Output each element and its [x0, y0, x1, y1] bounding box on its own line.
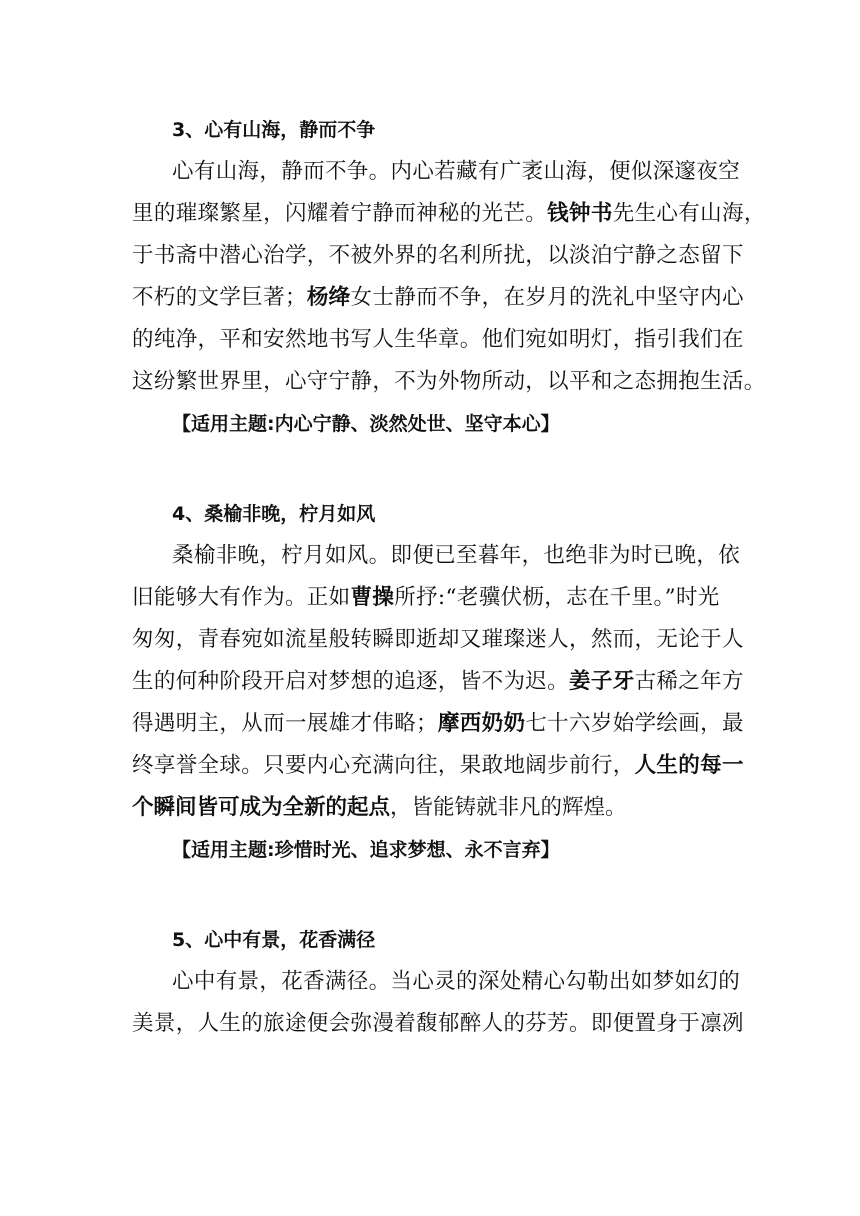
paragraph-line: 于书斋中潜心治学，不被外界的名利所扰，以淡泊宁静之态留下 — [132, 243, 744, 268]
emphasis-text: 个瞬间皆可成为全新的起点 — [132, 795, 391, 820]
paragraph-line: 个瞬间皆可成为全新的起点，皆能铸就非凡的辉煌。 — [132, 795, 627, 820]
paragraph-line: 心中有景，花香满径。当心灵的深处精心勾勒出如梦如幻的 — [172, 969, 741, 994]
paragraph-line: 心有山海，静而不争。内心若藏有广袤山海，便似深邃夜空 — [172, 159, 741, 184]
paragraph-line: 的纯净，平和安然地书写人生华章。他们宛如明灯，指引我们在 — [132, 327, 744, 352]
person-name: 姜子牙 — [569, 669, 635, 694]
paragraph-line: 终享誉全球。只要内心充满向往，果敢地阔步前行，人生的每一 — [132, 753, 744, 778]
person-name: 杨绛 — [306, 285, 351, 310]
theme-note: 【适用主题:珍惜时光、追求梦想、永不言弃】 — [172, 839, 560, 861]
section-heading-5: 5、心中有景，花香满径 — [172, 929, 376, 951]
theme-note: 【适用主题:内心宁静、淡然处世、坚守本心】 — [172, 413, 560, 435]
paragraph-line: 里的璀璨繁星，闪耀着宁静而神秘的光芒。钱钟书先生心有山海， — [132, 201, 766, 226]
paragraph-line: 旧能够大有作为。正如曹操所抒:“老骥伏枥，志在千里。”时光 — [132, 585, 720, 610]
person-name: 摩西奶奶 — [437, 711, 526, 736]
paragraph-line: 得遇明主，从而一展雄才伟略；摩西奶奶七十六岁始学绘画，最 — [132, 711, 744, 736]
section-heading-3: 3、心有山海，静而不争 — [172, 119, 376, 141]
paragraph-line: 不朽的文学巨著；杨绛女士静而不争，在岁月的洗礼中坚守内心 — [132, 285, 744, 310]
paragraph-line: 匆匆，青春宛如流星般转瞬即逝却又璀璨迷人，然而，无论于人 — [132, 627, 744, 652]
emphasis-text: 人生的每一 — [634, 753, 744, 778]
paragraph-line: 桑榆非晚，柠月如风。即便已至暮年，也绝非为时已晚，依 — [172, 543, 741, 568]
paragraph-line: 美景，人生的旅途便会弥漫着馥郁醉人的芬芳。即便置身于凛冽 — [132, 1011, 744, 1036]
section-heading-4: 4、桑榆非晚，柠月如风 — [172, 503, 376, 525]
person-name: 曹操 — [350, 585, 395, 610]
paragraph-line: 这纷繁世界里，心守宁静，不为外物所动，以平和之态拥抱生活。 — [132, 369, 766, 394]
paragraph-line: 生的何种阶段开启对梦想的追逐，皆不为迟。姜子牙古稀之年方 — [132, 669, 744, 694]
person-name: 钱钟书 — [547, 201, 613, 226]
